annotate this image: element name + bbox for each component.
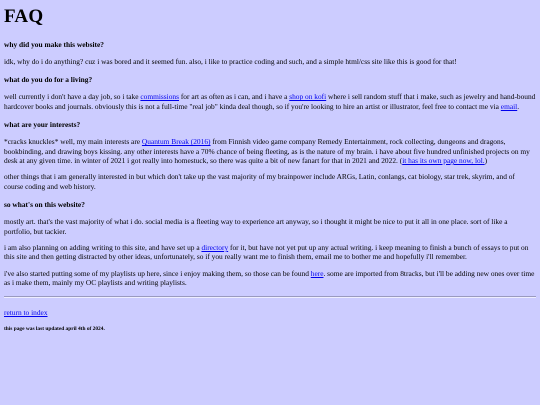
- playlists-link[interactable]: here: [310, 268, 324, 278]
- answer-text: from Finnish video game company Remedy Entertainment, rock collecting, dungeons and dragons, bookbinding, and drawing boys kissing. any other interests have a 70% chance of being fleeting, as is the nature of my brain. i have about five hundred unfinished projects on my desk at any given time. in winter of 2021 i got really into homestuck, so there was quite a bit of new fanart for that in 2021 and 2022. (: [4, 137, 530, 166]
- commissions-link[interactable]: commissions: [140, 92, 179, 102]
- answer-text: . some are imported from 8tracks, but i'll be adding new ones over time as i make them, mainly my OC playlists and writing playlists.: [4, 268, 535, 288]
- answer-text: i've also started putting some of my playlists up here, since i enjoy making them, so those can be found: [4, 268, 311, 278]
- homestuck-page-link[interactable]: it has its own page now, lol.: [402, 156, 485, 166]
- email-link[interactable]: email: [500, 101, 518, 111]
- question-heading-interests: what are your interests?: [4, 120, 81, 130]
- answer-text: where i sell random stuff that i make, such as jewelry and hand-bound hardcover books and journals. obviously this is not a full-time "real job" kinda deal though, so if you're looking to hire an artist or illustrator, feel free to contact me via: [4, 92, 536, 111]
- last-updated-text: this page was last updated april 4th of 2024.: [4, 326, 105, 333]
- answer-website-playlists: [4, 269, 536, 288]
- return-paragraph: [4, 308, 536, 317]
- answer-text: .: [517, 101, 520, 111]
- divider: [4, 296, 536, 298]
- answer-living: [4, 92, 536, 111]
- answer-text: for it, but have not yet put up any actual writing. i keep meaning to finish a bunch of essays to put on this site and then getting distracted by other ideas, unfortunately, so if you really want me to finish them, email me to bother me and hopefully i'll remember.: [4, 243, 529, 262]
- answer-website-writing: [4, 243, 536, 262]
- question-heading-website: so what's on this website?: [4, 200, 85, 210]
- answer-text: ): [484, 156, 488, 166]
- return-to-index-link[interactable]: return to index: [4, 307, 48, 317]
- answer-why: idk, why do i do anything? cuz i was bored and it seemed fun. also, i like to practice coding and such, and a simple html/css site like this is good for that!: [4, 57, 457, 66]
- answer-text: for art as often as i can, and i have a: [179, 92, 290, 102]
- kofi-shop-link[interactable]: shop on kofi: [289, 92, 327, 102]
- answer-other-interests: other things that i am generally interested in but which don't take up the vast majority of my brainpower include ARGs, Latin, conlangs, cat biology, star trek, skyrim, and of course coding and web history.: [4, 172, 515, 191]
- answer-text: i am also planning on adding writing to this site, and have set up a: [4, 243, 202, 253]
- answer-interests: [4, 137, 536, 165]
- answer-text: *cracks knuckles* well, my main interests are: [4, 137, 142, 147]
- quantum-break-link[interactable]: Quantum Break (2016): [141, 137, 211, 147]
- writing-directory-link[interactable]: directory: [201, 243, 229, 253]
- answer-website-art: mostly art. that's the vast majority of what i do. social media is a fleeting way to experience art anyway, so i thought it might be nice to put it all in one place. sort of like a portfolio, but tackier.: [4, 217, 508, 236]
- answer-text: well currently i don't have a day job, so i take: [4, 92, 141, 102]
- page-title: FAQ: [4, 6, 44, 27]
- question-heading-why: why did you make this website?: [4, 40, 104, 49]
- question-heading-living: what do you do for a living?: [4, 75, 93, 85]
